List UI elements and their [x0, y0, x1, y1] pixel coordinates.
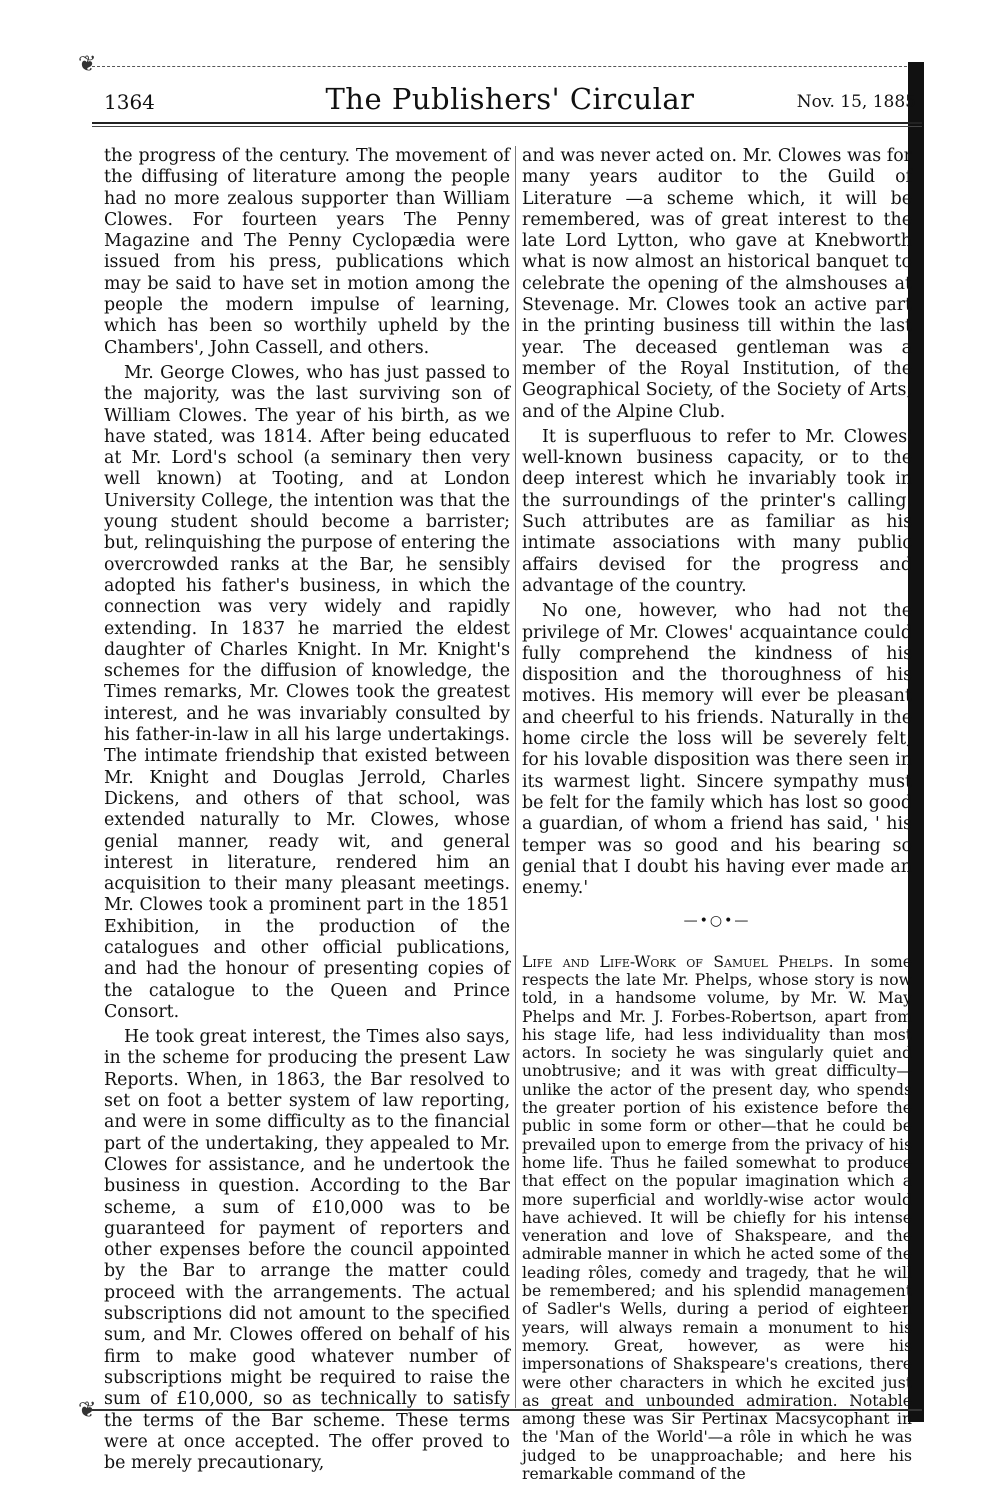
header-rule: [92, 122, 922, 124]
paragraph: It is superfluous to refer to Mr. Clowes' well-known business capacity, or to the deep interest which he invariably took in the surroundings of the printer's calling. Such attributes are as familiar as his intimate associations with many public affairs devised for the progress and advantage of the country.: [522, 426, 912, 596]
page-number: 1364: [104, 90, 155, 114]
column-divider: [515, 146, 516, 1408]
bottom-rule: [92, 1409, 922, 1411]
corner-ornament-top-icon: ❦: [78, 52, 97, 77]
review-heading: Life and Life-Work of Samuel Phelps.: [522, 952, 834, 971]
top-dashed-rule: [92, 66, 922, 67]
corner-ornament-bottom-icon: ❦: [78, 1398, 97, 1423]
section-ornament: —•○•—: [683, 913, 751, 930]
issue-date: Nov. 15, 1885: [796, 92, 916, 112]
review-paragraph: [522, 953, 912, 1484]
right-column: [522, 146, 912, 1487]
paragraph: No one, however, who had not the privilege of Mr. Clowes' acquaintance could fully comprehend the kindness of his disposition and the thoroughness of his motives. His memory will ever be pleasant and cheerful to his friends. Naturally in the home circle the loss will be severely felt; for his lovable disposition was there seen in its warmest light. Sincere sympathy must be felt for the family which has lost so good a guardian, of whom a friend has said, ' his temper was so good and his bearing so genial that I doubt his having ever made an enemy.': [522, 601, 912, 899]
left-column: [104, 146, 510, 1478]
page-header: [104, 82, 916, 118]
paragraph: He took great interest, the Times also says, in the scheme for producing the present Law Reports. When, in 1863, the Bar resolved to set on foot a better system of law reporting, and were in some difficulty as to the financial part of the undertaking, they appealed to Mr. Clowes for assistance, and he undertook the business in question. According to the Bar scheme, a sum of £10,000 was to be guaranteed for payment of reporters and other expenses before the council appointed by the Bar to arrange the matter could proceed with the arrangements. The actual subscriptions did not amount to the specified sum, and Mr. Clowes offered on behalf of his firm to make good whatever number of subscriptions might be required to raise the sum of £10,000, so as technically to satisfy the terms of the Bar scheme. These terms were at once accepted. The offer proved to be merely precautionary,: [104, 1027, 510, 1474]
paragraph: and was never acted on. Mr. Clowes was for many years auditor to the Guild of Literature —a scheme which, it will be remembered, was of great interest to the late Lord Lytton, who gave at Knebworth what is now almost an historical banquet to celebrate the opening of the almshouses at Stevenage. Mr. Clowes took an active part in the printing business till within the last year. The deceased gentleman was a member of the Royal Institution, of the Geographical Society, of the Society of Arts, and of the Alpine Club.: [522, 146, 912, 422]
paragraph: the progress of the century. The movement of the diffusing of literature among the people had no more zealous supporter than William Clowes. For fourteen years The Penny Magazine and The Penny Cyclopædia were issued from his press, publications which may be said to have set in motion among the people the modern impulse of learning, which has been so worthily upheld by the Chambers', John Cassell, and others.: [104, 146, 510, 358]
review-body: In some respects the late Mr. Phelps, whose story is now told, in a handsome volume, by Mr. W. May Phelps and Mr. J. Forbes-Robertson, apart from his stage life, had less individuality than most actors. In society he was singularly quiet and unobtrusive; and it was with great difficulty—unlike the actor of the present day, who spends the greater portion of his existence before the public in some form or other—that he could be prevailed upon to emerge from the privacy of his home life. Thus he failed somewhat to produce that effect on the popular imagination which a more superficial and worldly-wise actor would have achieved. It will be chiefly for his intense veneration and love of Shakspeare, and the admirable manner in which he acted some of the leading rôles, comedy and tragedy, that he will be remembered; and his splendid management of Sadler's Wells, during a period of eighteen years, will always remain a monument to his memory. Great, however, as were his impersonations of Shakspeare's creations, there were other characters in which he excited just as great and unbounded admiration. Notable among these was Sir Pertinax Macsycophant in the 'Man of the World'—a rôle in which he was judged to be unapproachable; and here his remarkable command of the: [522, 952, 912, 1483]
publication-title: The Publishers' Circular: [325, 82, 695, 116]
header-rule-thin: [92, 126, 922, 127]
paragraph: Mr. George Clowes, who has just passed to the majority, was the last surviving son of William Clowes. The year of his birth, as we have stated, was 1814. After being educated at Mr. Lord's school (a seminary then very well known) at Tooting, and at London University College, the intention was that the young student should become a barrister; but, relinquishing the purpose of entering the overcrowded ranks at the Bar, he sensibly adopted his father's business, in which the connection was very widely and rapidly extending. In 1837 he married the eldest daughter of Charles Knight. In Mr. Knight's schemes for the diffusion of knowledge, the Times remarks, Mr. Clowes took the greatest interest, and he was invariably consulted by his father-in-law in all his large undertakings. The intimate friendship that existed between Mr. Knight and Douglas Jerrold, Charles Dickens, and others of that school, was extended naturally to Mr. Clowes, whose genial manner, ready wit, and general interest in literature, rendered him an acquisition to their many pleasant meetings. Mr. Clowes took a prominent part in the 1851 Exhibition, in the production of the catalogues and other official publications, and had the honour of presenting copies of the catalogue to the Queen and Prince Consort.: [104, 362, 510, 1022]
review-article: [522, 953, 912, 1484]
